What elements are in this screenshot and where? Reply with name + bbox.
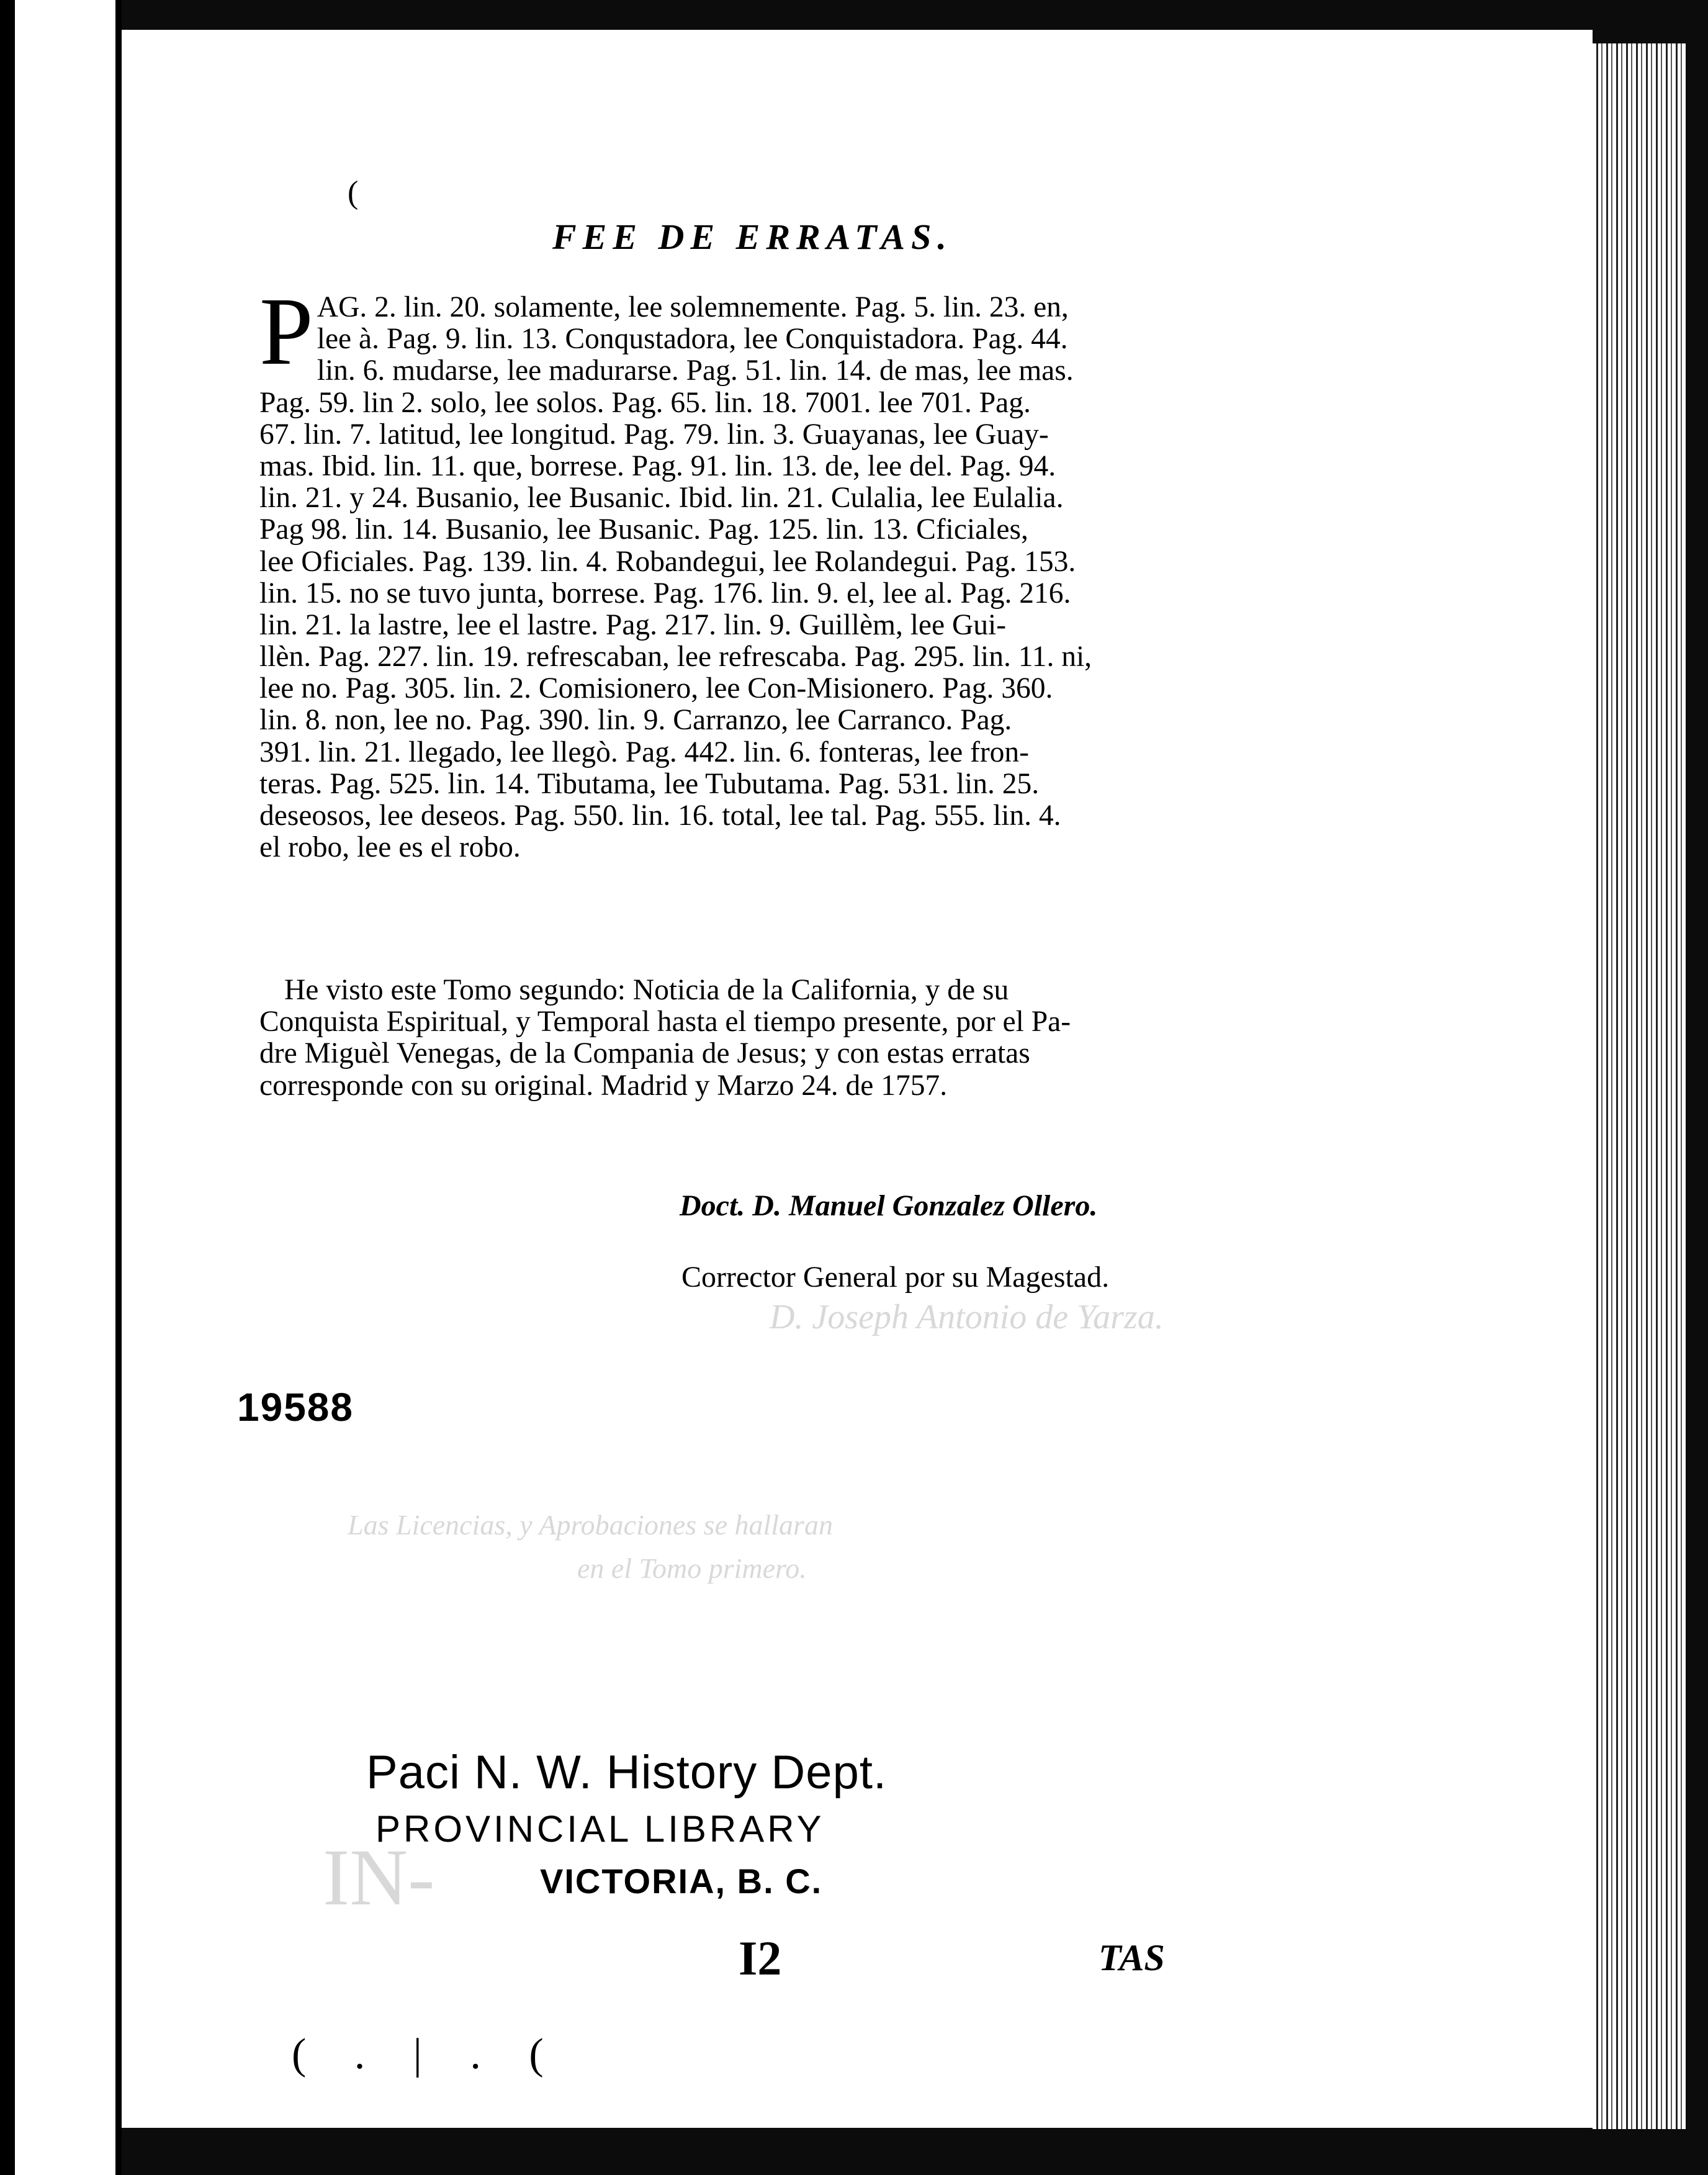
drop-cap: P bbox=[259, 277, 313, 385]
errata-line: el robo, lee es el robo. bbox=[259, 831, 521, 864]
left-page-gutter bbox=[0, 0, 122, 2175]
shelf-mark: TAS bbox=[1099, 1937, 1165, 1978]
approval-line: He visto este Tomo segundo: Noticia de la California, y de su bbox=[284, 974, 1009, 1006]
errata-line: 391. lin. 21. llegado, lee llegò. Pag. 442. lin. 6. fonteras, lee fron- bbox=[259, 736, 1029, 768]
errata-line: 67. lin. 7. latitud, lee longitud. Pag. 79. lin. 3. Guayanas, lee Guay- bbox=[259, 418, 1049, 451]
bleed-through-text: IN- bbox=[323, 1833, 435, 1922]
handwritten-accession-number: 19588 bbox=[237, 1385, 354, 1430]
page-edges bbox=[1593, 43, 1686, 2129]
errata-line: lin. 21. la lastre, lee el lastre. Pag. 217. lin. 9. Guillèm, lee Gui- bbox=[259, 608, 1007, 641]
approval-line: dre Miguèl Venegas, de la Compania de Jesus; y con estas erratas bbox=[259, 1037, 1030, 1070]
signature-title: Corrector General por su Magestad. bbox=[681, 1261, 1110, 1294]
errata-line: mas. Ibid. lin. 11. que, borrese. Pag. 91. lin. 13. de, lee del. Pag. 94. bbox=[259, 449, 1056, 482]
errata-line: Pag 98. lin. 14. Busanio, lee Busanic. Pag. 125. lin. 13. Cficiales, bbox=[259, 513, 1028, 546]
binding-edge bbox=[0, 0, 15, 2175]
page-title: FEE DE ERRATAS. bbox=[552, 217, 953, 257]
errata-line: lin. 15. no se tuvo junta, borrese. Pag. 176. lin. 9. el, lee al. Pag. 216. bbox=[259, 577, 1071, 610]
errata-line: teras. Pag. 525. lin. 14. Tibutama, lee Tubutama. Pag. 531. lin. 25. bbox=[259, 767, 1040, 800]
bleed-through-text: Las Licencias, y Aprobaciones se hallaran bbox=[348, 1509, 833, 1541]
library-stamp-line: PROVINCIAL LIBRARY bbox=[375, 1808, 825, 1850]
corner-mark: ( bbox=[348, 175, 359, 210]
errata-line: AG. 2. lin. 20. solamente, lee solemnemente. Pag. 5. lin. 23. en, bbox=[317, 291, 1069, 323]
bleed-through-text: D. Joseph Antonio de Yarza. bbox=[770, 1298, 1164, 1336]
errata-line: lin. 6. mudarse, lee madurarse. Pag. 51. lin. 14. de mas, lee mas. bbox=[317, 354, 1074, 387]
library-stamp-line: VICTORIA, B. C. bbox=[540, 1862, 823, 1901]
errata-line: lee Oficiales. Pag. 139. lin. 4. Robandegui, lee Rolandegui. Pag. 153. bbox=[259, 545, 1076, 578]
errata-line: llèn. Pag. 227. lin. 19. refrescaban, lee refrescaba. Pag. 295. lin. 11. ni, bbox=[259, 641, 1092, 673]
signature-name: Doct. D. Manuel Gonzalez Ollero. bbox=[680, 1189, 1098, 1222]
errata-line: deseosos, lee deseos. Pag. 550. lin. 16. total, lee tal. Pag. 555. lin. 4. bbox=[259, 799, 1061, 832]
errata-line: lin. 21. y 24. Busanio, lee Busanic. Ibid. lin. 21. Culalia, lee Eulalia. bbox=[259, 482, 1064, 515]
approval-paragraph bbox=[259, 975, 1265, 1102]
errata-line: lee à. Pag. 9. lin. 13. Conqustadora, lee Conquistadora. Pag. 44. bbox=[317, 323, 1068, 356]
errata-line: lin. 8. non, lee no. Pag. 390. lin. 9. Carranzo, lee Carranco. Pag. bbox=[259, 704, 1012, 737]
bleed-through-text: en el Tomo primero. bbox=[577, 1552, 807, 1584]
shelf-mark: I2 bbox=[739, 1931, 782, 1985]
approval-line: corresponde con su original. Madrid y Marzo 24. de 1757. bbox=[259, 1069, 948, 1102]
pencil-marks: ( . | . ( bbox=[292, 2030, 562, 2078]
approval-line: Conquista Espiritual, y Temporal hasta el tiempo presente, por el Pa- bbox=[259, 1006, 1071, 1038]
errata-line: lee no. Pag. 305. lin. 2. Comisionero, lee Con-Misionero. Pag. 360. bbox=[259, 672, 1053, 705]
errata-line: Pag. 59. lin 2. solo, lee solos. Pag. 65. lin. 18. 7001. lee 701. Pag. bbox=[259, 386, 1031, 419]
library-stamp-line: Paci N. W. History Dept. bbox=[366, 1746, 888, 1799]
errata-block bbox=[259, 277, 1265, 864]
